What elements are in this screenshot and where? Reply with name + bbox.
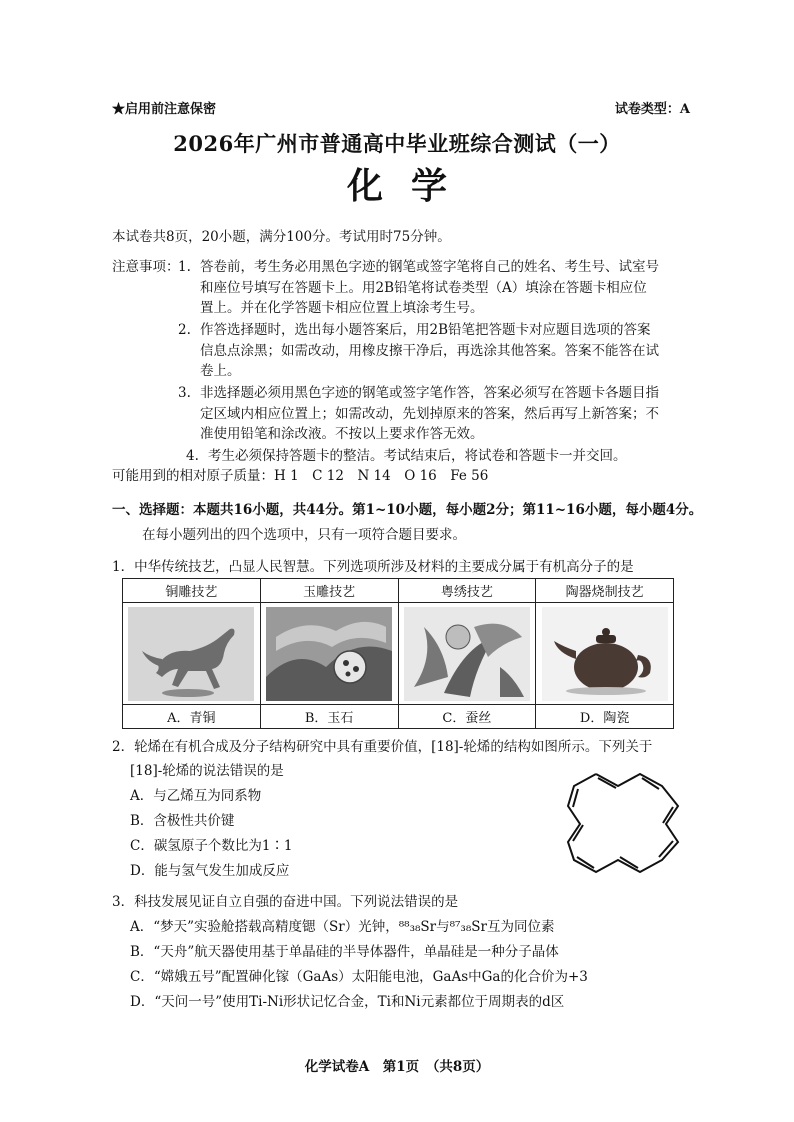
note-item-3: 3. 非选择题必须用黑色字迹的钢笔或签字笔作答，答案必须写在答题卡各题目指 定区域内相应位置上；如需改动，先划掉原来的答案，然后再写上新答案；不 准使用铅笔和涂改液。不按以上要求作答无效。 xyxy=(178,385,659,442)
paper-type: 试卷类型：A xyxy=(614,102,690,117)
confidential-mark: ★启用前注意保密 xyxy=(112,102,217,117)
q1-option-a: A．青铜 xyxy=(123,705,261,729)
note-item-4: 4. 考生必须保持答题卡的整洁。考试结束后，将试卷和答题卡一并交回。 xyxy=(186,448,627,464)
q2-option-d: D．能与氢气发生加成反应 xyxy=(130,863,290,879)
section1-sub: 在每小题列出的四个选项中，只有一项符合题目要求。 xyxy=(142,527,466,543)
bronze-horse-image xyxy=(128,607,254,701)
annulene-structure xyxy=(560,768,690,878)
q3-stem: 3．科技发展见证自立自强的奋进中国。下列说法错误的是 xyxy=(112,894,459,910)
q1-caption-b: 玉雕技艺 xyxy=(260,579,398,603)
exam-title: 2026年广州市普通高中毕业班综合测试（一） xyxy=(173,131,621,156)
q2-stem-line1: 2．轮烯在有机合成及分子结构研究中具有重要价值，[18]-轮烯的结构如图所示。下列关于 xyxy=(112,739,653,755)
section1-heading: 一、选择题：本题共16小题，共44分。第1~10小题，每小题2分；第11~16小题，每小题4分。 xyxy=(112,502,703,518)
q3-option-c: C．“嫦娥五号”配置砷化镓（GaAs）太阳能电池，GaAs中Ga的化合价为+3 xyxy=(130,969,588,985)
intro-line: 本试卷共8页，20小题，满分100分。考试用时75分钟。 xyxy=(112,229,451,245)
q3-option-d: D．“天问一号”使用Ti-Ni形状记忆合金，Ti和Ni元素都位于周期表的d区 xyxy=(130,994,565,1010)
jade-carving-image xyxy=(266,607,392,701)
q1-option-c: C．蚕丝 xyxy=(398,705,536,729)
q2-stem-line2: [18]-轮烯的说法错误的是 xyxy=(130,763,284,779)
atomic-masses: 可能用到的相对原子质量：H 1 C 12 N 14 O 16 Fe 56 xyxy=(112,468,489,484)
q2-option-c: C．碳氢原子个数比为1∶1 xyxy=(130,838,293,854)
notes-label: 注意事项： xyxy=(112,259,180,275)
q2-option-b: B．含极性共价键 xyxy=(130,813,235,829)
teapot-image xyxy=(542,607,668,701)
q1-option-d: D．陶瓷 xyxy=(536,705,674,729)
q1-stem: 1．中华传统技艺，凸显人民智慧。下列选项所涉及材料的主要成分属于有机高分子的是 xyxy=(112,559,634,575)
q2-option-a: A．与乙烯互为同系物 xyxy=(130,788,262,804)
subject-title: 化学 xyxy=(346,165,475,207)
note-item-1: 1. 答卷前，考生务必用黑色字迹的钢笔或签字笔将自己的姓名、考生号、试室号 和座位号填写在答题卡上。用2B铅笔将试卷类型（A）填涂在答题卡相应位 置上。并在化学答题卡相应位置上填涂考生号。 xyxy=(178,259,659,316)
q1-image-table xyxy=(122,578,674,729)
q3-option-b: B．“天舟”航天器使用基于单晶硅的半导体器件，单晶硅是一种分子晶体 xyxy=(130,944,559,960)
q3-option-a: A．“梦天”实验舱搭载高精度锶（Sr）光钟，⁸⁸₃₈Sr与⁸⁷₃₈Sr互为同位素 xyxy=(130,919,555,935)
q1-caption-c: 粤绣技艺 xyxy=(398,579,536,603)
q1-caption-d: 陶器烧制技艺 xyxy=(536,579,674,603)
q1-option-b: B．玉石 xyxy=(260,705,398,729)
note-item-2: 2. 作答选择题时，选出每小题答案后，用2B铅笔把答题卡对应题目选项的答案 信息点涂黑；如需改动，用橡皮擦干净后，再选涂其他答案。答案不能答在试 卷上。 xyxy=(178,322,659,379)
embroidery-image xyxy=(404,607,530,701)
page-footer: 化学试卷A 第1页 （共8页） xyxy=(304,1059,490,1075)
q1-caption-a: 铜雕技艺 xyxy=(123,579,261,603)
